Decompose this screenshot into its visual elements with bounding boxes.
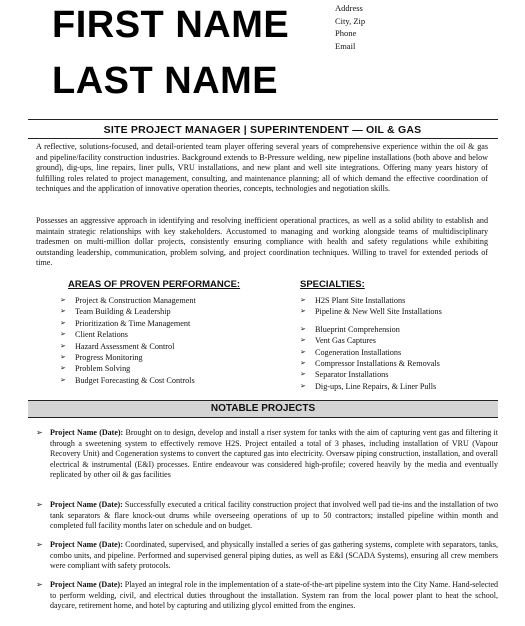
arrow-bullet-icon: ➢	[300, 359, 306, 368]
arrow-bullet-icon: ➢	[36, 428, 43, 437]
arrow-bullet-icon: ➢	[300, 370, 306, 379]
summary-paragraph: A reflective, solutions-focused, and detail-oriented team player offering several years of comprehensive experience within the oil & gas and pipeline/facility construction industries. Background extends to B-Pressure welding, new pipeline installations (both above and below ground), dig-ups, line repairs, liner pulls, VRU installations, and new plant and well site integrations. Offering many years history of fulfilling roles related to project management, consulting, and maintenance planning; all of which demand the effective coordination of techniques and the application of innovative operation theories, concepts, technologies and negotiation skills.	[36, 142, 488, 194]
contact-address: Address	[335, 3, 363, 13]
contact-phone: Phone	[335, 28, 357, 38]
list-item: ➢ Separator Installations	[300, 370, 389, 380]
list-item: ➢ Prioritization & Time Management	[60, 318, 191, 328]
list-item: ➢ Dig-ups, Line Repairs, & Liner Pulls	[300, 381, 437, 391]
arrow-bullet-icon: ➢	[60, 330, 66, 339]
list-item: ➢ H2S Plant Site Installations	[300, 296, 406, 305]
performance-title: AREAS OF PROVEN PERFORMANCE:	[68, 279, 241, 290]
arrow-bullet-icon: ➢	[60, 318, 66, 327]
specialties-title: SPECIALTIES:	[300, 279, 365, 290]
headline-rule	[28, 138, 498, 139]
list-item: ➢ Project & Construction Management	[60, 296, 196, 305]
top-rule	[28, 119, 498, 120]
project-label: Project Name (Date):	[50, 580, 123, 589]
arrow-bullet-icon: ➢	[36, 500, 43, 509]
project-text: Brought on to design, develop and install a riser system for tanks with the aim of capturing vent gas and filtering it through a sweetening system to effectively remove H2S. Project entailed a total of 3 phases, including installation of VRU (Vapour Recovery Unit) and Cogeneration systems to convert the captured gas into electricity. Oversaw piping construction, installation, and overall electrical & instrumental (E&I) processes. Entire endeavour was considered high-profile; covered heavily by the media and eventually replicated by other oil & gas facilities	[50, 428, 498, 479]
arrow-bullet-icon: ➢	[60, 375, 66, 384]
specialties-list	[300, 295, 442, 392]
project-entry	[36, 428, 498, 481]
project-entry	[36, 540, 498, 572]
project-label: Project Name (Date):	[50, 500, 123, 509]
arrow-bullet-icon: ➢	[300, 296, 306, 304]
project-label: Project Name (Date):	[50, 428, 124, 437]
arrow-bullet-icon: ➢	[60, 307, 66, 316]
summary-paragraph: Possesses an aggressive approach in identifying and resolving inefficient operational practices, as well as a solid ability to establish and maintain strategic relationships with key stakeholders. Accustomed to managing and working alongside teams of multidisciplinary tradesmen on multi-million dollar projects, consistently ensuring compliance with health and safety regulations while exhibiting outstanding leadership, communication, problem solving, and project coordination techniques. Willing to travel for extended periods of time.	[36, 216, 488, 268]
notable-projects-header: NOTABLE PROJECTS	[28, 400, 498, 418]
arrow-bullet-icon: ➢	[300, 381, 306, 390]
project-text: Successfully executed a critical facility construction project that involved well pad tie-ins and the installation of two tank separators & flare knock-out drums while overseeing operations of up to 50 contractors; installed pipeline within month and completed full facility months later on schedule and on budget.	[50, 500, 499, 530]
headline: SITE PROJECT MANAGER | SUPERINTENDENT — OIL & GAS	[103, 124, 422, 136]
list-item: ➢ Problem Solving	[60, 364, 131, 374]
contact-block	[335, 2, 365, 52]
list-item: ➢ Client Relations	[60, 330, 128, 340]
arrow-bullet-icon: ➢	[300, 336, 306, 345]
project-label: Project Name (Date):	[50, 540, 123, 549]
list-item: ➢ Hazard Assessment & Control	[60, 341, 175, 351]
last-name: LAST NAME	[52, 60, 279, 102]
arrow-bullet-icon: ➢	[36, 580, 43, 589]
first-name: FIRST NAME	[52, 4, 290, 46]
project-text: Played an integral role in the implementation of a state-of-the-art pipeline system into the City Name. Hand-selected to perform welding, civil, and electrical duties throughout the installation. System ran from the local power plant to heat the school, daycare, retirement home, and hotel by capturing and utilizing glycol emitted from the engines.	[50, 580, 498, 610]
arrow-bullet-icon: ➢	[60, 296, 66, 304]
list-item: ➢ Blueprint Comprehension	[300, 324, 400, 334]
arrow-bullet-icon: ➢	[36, 540, 43, 549]
arrow-bullet-icon: ➢	[60, 353, 66, 362]
list-item: ➢ Pipeline & New Well Site Installations	[300, 307, 442, 317]
performance-list	[60, 295, 196, 386]
list-item: ➢ Team Building & Leadership	[60, 307, 171, 317]
contact-email: Email	[335, 40, 356, 51]
project-entry	[36, 500, 499, 532]
list-item: ➢ Budget Forecasting & Cost Controls	[60, 375, 195, 385]
contact-city-zip: City, Zip	[335, 15, 366, 26]
list-item: ➢ Progress Monitoring	[60, 353, 143, 363]
arrow-bullet-icon: ➢	[300, 324, 306, 333]
list-item: ➢ Compressor Installations & Removals	[300, 359, 440, 369]
arrow-bullet-icon: ➢	[60, 341, 66, 350]
project-text: Coordinated, supervised, and physically installed a series of gas gathering systems, complete with separators, tanks, combo units, and pipeline. Performed and supervised general piping duties, as well as E&I (SCADA Systems), ensuring all crew members were compliant with safety protocols.	[50, 540, 498, 570]
arrow-bullet-icon: ➢	[60, 364, 66, 373]
arrow-bullet-icon: ➢	[300, 307, 306, 316]
list-item: ➢ Vent Gas Captures	[300, 336, 376, 346]
arrow-bullet-icon: ➢	[300, 347, 306, 356]
list-item: ➢ Cogeneration Installations	[300, 347, 402, 357]
project-entry	[36, 580, 498, 612]
